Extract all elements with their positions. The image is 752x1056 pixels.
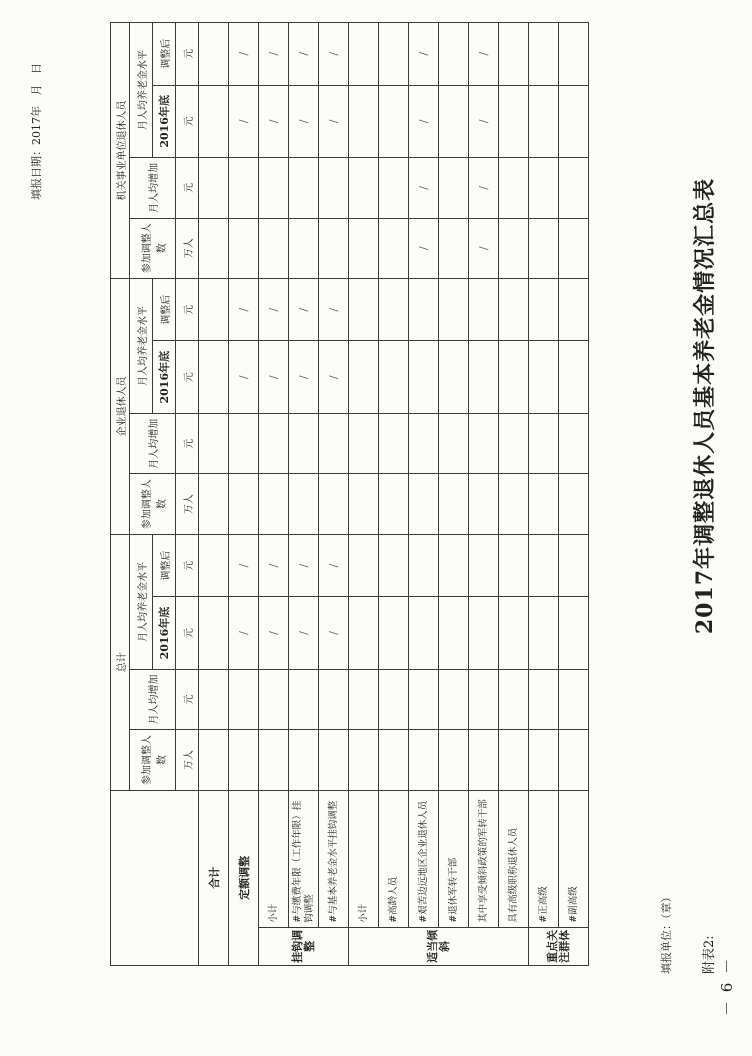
- data-cell: [289, 669, 319, 729]
- data-cell: [439, 474, 469, 534]
- row-label-remote: #艰苦边远地区企业退休人员: [409, 790, 439, 927]
- data-cell: [559, 158, 589, 218]
- data-cell: [439, 597, 469, 670]
- col-after-adjust: 调整后: [153, 534, 176, 596]
- data-cell: [439, 730, 469, 790]
- data-cell: [199, 413, 229, 473]
- data-cell: [439, 413, 469, 473]
- data-cell: [499, 278, 529, 340]
- slash-cell: /: [229, 341, 259, 414]
- col-participants: 参加调整人数: [130, 474, 176, 534]
- data-cell: [289, 158, 319, 218]
- data-cell: [529, 278, 559, 340]
- col-year-2016: 2016年底: [153, 341, 176, 414]
- data-cell: [469, 534, 499, 596]
- data-cell: [499, 597, 529, 670]
- data-cell: [349, 597, 379, 670]
- data-cell: [379, 534, 409, 596]
- data-cell: [319, 474, 349, 534]
- data-cell: [409, 669, 439, 729]
- row-label-veteran-sub: 其中享受倾斜政策的军转干部: [469, 790, 499, 927]
- data-cell: [499, 534, 529, 596]
- data-cell: [199, 730, 229, 790]
- slash-cell: /: [319, 341, 349, 414]
- data-cell: [409, 341, 439, 414]
- unit-yuan: 元: [176, 85, 199, 158]
- slash-cell: /: [289, 597, 319, 670]
- data-cell: [559, 669, 589, 729]
- data-cell: [379, 278, 409, 340]
- data-cell: [229, 413, 259, 473]
- slash-cell: /: [289, 278, 319, 340]
- data-cell: [199, 597, 229, 670]
- row-label-veteran: #退休军转干部: [439, 790, 469, 927]
- data-cell: [379, 23, 409, 86]
- slash-cell: /: [259, 597, 289, 670]
- col-participants: 参加调整人数: [130, 730, 176, 790]
- table-row: [289, 23, 319, 966]
- col-group-institution: 机关事业单位退休人员: [111, 23, 130, 279]
- page-number: － 6 －: [718, 956, 736, 1016]
- row-label-total: 合计: [199, 790, 229, 965]
- data-cell: [409, 278, 439, 340]
- data-cell: [349, 278, 379, 340]
- data-cell: [529, 669, 559, 729]
- row-label-elderly: #高龄人员: [379, 790, 409, 927]
- data-cell: [559, 534, 589, 596]
- col-monthly-increase: 月人均增加: [130, 413, 176, 473]
- data-cell: [319, 730, 349, 790]
- data-cell: [529, 23, 559, 86]
- data-cell: [349, 730, 379, 790]
- slash-cell: /: [259, 278, 289, 340]
- row-label-fixed-adjust: 定额调整: [229, 790, 259, 965]
- table-row: [229, 23, 259, 966]
- pension-summary-table: [110, 22, 589, 966]
- row-label-link-level: #与基本养老金水平挂钩调整: [319, 790, 349, 927]
- slash-cell: /: [409, 23, 439, 86]
- data-cell: [499, 413, 529, 473]
- slash-cell: /: [319, 85, 349, 158]
- data-cell: [409, 413, 439, 473]
- slash-cell: /: [259, 85, 289, 158]
- data-cell: [229, 474, 259, 534]
- data-cell: [199, 669, 229, 729]
- data-cell: [379, 413, 409, 473]
- data-cell: [289, 474, 319, 534]
- data-cell: [379, 341, 409, 414]
- data-cell: [529, 85, 559, 158]
- slash-cell: /: [259, 341, 289, 414]
- data-cell: [529, 341, 559, 414]
- table-row: [499, 23, 529, 966]
- data-cell: [349, 85, 379, 158]
- data-cell: [199, 278, 229, 340]
- unit-yuan: 元: [176, 158, 199, 218]
- row-label-senior-title: 具有高级职称退休人员: [499, 790, 529, 927]
- data-cell: [439, 278, 469, 340]
- data-cell: [199, 85, 229, 158]
- row-label-deputy-senior: #副高级: [559, 790, 589, 927]
- data-cell: [529, 413, 559, 473]
- data-cell: [289, 730, 319, 790]
- data-cell: [439, 218, 469, 278]
- data-cell: [499, 23, 529, 86]
- data-cell: [469, 730, 499, 790]
- data-cell: [469, 474, 499, 534]
- slash-cell: /: [289, 534, 319, 596]
- data-cell: [439, 341, 469, 414]
- row-label-subtotal: 小计: [259, 790, 289, 927]
- annex-label: 附表2:: [702, 935, 717, 974]
- table-row: [529, 23, 559, 966]
- data-cell: [229, 669, 259, 729]
- data-cell: [259, 669, 289, 729]
- col-after-adjust: 调整后: [153, 278, 176, 340]
- table-row: [319, 23, 349, 966]
- slash-cell: /: [229, 85, 259, 158]
- slash-cell: /: [409, 158, 439, 218]
- slash-cell: /: [259, 534, 289, 596]
- data-cell: [349, 341, 379, 414]
- data-cell: [199, 341, 229, 414]
- slash-cell: /: [409, 218, 439, 278]
- data-cell: [529, 474, 559, 534]
- data-cell: [379, 669, 409, 729]
- col-monthly-level: 月人均养老金水平: [130, 534, 153, 669]
- data-cell: [349, 413, 379, 473]
- data-cell: [199, 474, 229, 534]
- data-cell: [289, 413, 319, 473]
- unit-yuan: 元: [176, 341, 199, 414]
- data-cell: [349, 218, 379, 278]
- row-group-tilt: 适当倾斜: [349, 927, 529, 965]
- slash-cell: /: [289, 341, 319, 414]
- slash-cell: /: [319, 23, 349, 86]
- data-cell: [229, 158, 259, 218]
- slash-cell: /: [469, 158, 499, 218]
- data-cell: [319, 218, 349, 278]
- slash-cell: /: [289, 23, 319, 86]
- data-cell: [559, 474, 589, 534]
- unit-people: 万人: [176, 730, 199, 790]
- data-cell: [349, 474, 379, 534]
- data-cell: [409, 474, 439, 534]
- page-title: 2017年调整退休人员基本养老金情况汇总表: [692, 177, 718, 635]
- slash-cell: /: [469, 85, 499, 158]
- data-cell: [439, 534, 469, 596]
- unit-yuan: 元: [176, 413, 199, 473]
- data-cell: [259, 730, 289, 790]
- data-cell: [499, 85, 529, 158]
- data-cell: [409, 730, 439, 790]
- data-cell: [319, 669, 349, 729]
- slash-cell: /: [229, 23, 259, 86]
- data-cell: [199, 534, 229, 596]
- table-row: [199, 23, 229, 966]
- fill-date: 填报日期：2017年 月 日: [30, 63, 43, 200]
- data-cell: [529, 597, 559, 670]
- row-label-tilt-subtotal: 小计: [349, 790, 379, 927]
- unit-yuan: 元: [176, 23, 199, 86]
- data-cell: [379, 218, 409, 278]
- table-row: [349, 23, 379, 966]
- table-row: [409, 23, 439, 966]
- data-cell: [499, 669, 529, 729]
- data-cell: [439, 85, 469, 158]
- col-group-enterprise: 企业退休人员: [111, 278, 130, 534]
- data-cell: [379, 597, 409, 670]
- data-cell: [319, 413, 349, 473]
- data-cell: [349, 534, 379, 596]
- slash-cell: /: [229, 597, 259, 670]
- row-label-link-years: #与缴费年限（工作年限）挂钩调整: [289, 790, 319, 927]
- slash-cell: /: [319, 534, 349, 596]
- data-cell: [439, 23, 469, 86]
- slash-cell: /: [409, 85, 439, 158]
- data-cell: [259, 474, 289, 534]
- data-cell: [529, 158, 559, 218]
- unit-people: 万人: [176, 218, 199, 278]
- data-cell: [559, 730, 589, 790]
- data-cell: [379, 85, 409, 158]
- data-cell: [259, 158, 289, 218]
- data-cell: [559, 218, 589, 278]
- data-cell: [499, 218, 529, 278]
- data-cell: [379, 474, 409, 534]
- fill-unit: 填报单位：（章）: [660, 891, 673, 974]
- data-cell: [229, 730, 259, 790]
- slash-cell: /: [469, 23, 499, 86]
- slash-cell: /: [319, 278, 349, 340]
- data-cell: [499, 474, 529, 534]
- data-cell: [379, 730, 409, 790]
- data-cell: [499, 730, 529, 790]
- col-monthly-increase: 月人均增加: [130, 669, 176, 729]
- col-year-2016: 2016年底: [153, 597, 176, 670]
- col-monthly-increase: 月人均增加: [130, 158, 176, 218]
- data-cell: [529, 730, 559, 790]
- data-cell: [559, 85, 589, 158]
- data-cell: [439, 669, 469, 729]
- data-cell: [289, 218, 319, 278]
- col-year-2016: 2016年底: [153, 85, 176, 158]
- corner-cell: [111, 790, 199, 965]
- slash-cell: /: [289, 85, 319, 158]
- data-cell: [439, 158, 469, 218]
- data-cell: [559, 23, 589, 86]
- data-cell: [559, 597, 589, 670]
- data-cell: [559, 341, 589, 414]
- data-cell: [259, 218, 289, 278]
- data-cell: [199, 218, 229, 278]
- col-after-adjust: 调整后: [153, 23, 176, 86]
- data-cell: [469, 413, 499, 473]
- col-monthly-level: 月人均养老金水平: [130, 23, 153, 158]
- data-cell: [259, 413, 289, 473]
- unit-yuan: 元: [176, 669, 199, 729]
- unit-yuan: 元: [176, 278, 199, 340]
- slash-cell: /: [259, 23, 289, 86]
- data-cell: [499, 341, 529, 414]
- table-row: [469, 23, 499, 966]
- col-participants: 参加调整人数: [130, 218, 176, 278]
- row-group-linked: 挂钩调整: [259, 927, 349, 965]
- data-cell: [379, 158, 409, 218]
- data-cell: [199, 158, 229, 218]
- unit-yuan: 元: [176, 597, 199, 670]
- slash-cell: /: [229, 534, 259, 596]
- data-cell: [529, 218, 559, 278]
- data-cell: [559, 413, 589, 473]
- table-row: [439, 23, 469, 966]
- unit-people: 万人: [176, 474, 199, 534]
- row-label-full-senior: #正高级: [529, 790, 559, 927]
- table-row: [379, 23, 409, 966]
- data-cell: [559, 278, 589, 340]
- data-cell: [319, 158, 349, 218]
- slash-cell: /: [229, 278, 259, 340]
- data-cell: [229, 218, 259, 278]
- unit-yuan: 元: [176, 534, 199, 596]
- col-monthly-level: 月人均养老金水平: [130, 278, 153, 413]
- data-cell: [409, 534, 439, 596]
- col-group-total: 总计: [111, 534, 130, 790]
- slash-cell: /: [319, 597, 349, 670]
- data-cell: [469, 278, 499, 340]
- row-group-focus: 重点关注群体: [529, 927, 589, 965]
- data-cell: [409, 597, 439, 670]
- data-cell: [199, 23, 229, 86]
- data-cell: [469, 341, 499, 414]
- data-cell: [529, 534, 559, 596]
- data-cell: [469, 669, 499, 729]
- data-cell: [349, 23, 379, 86]
- data-cell: [349, 669, 379, 729]
- slash-cell: /: [469, 218, 499, 278]
- data-cell: [349, 158, 379, 218]
- table-row: [259, 23, 289, 966]
- data-cell: [469, 597, 499, 670]
- data-cell: [499, 158, 529, 218]
- table-row: [559, 23, 589, 966]
